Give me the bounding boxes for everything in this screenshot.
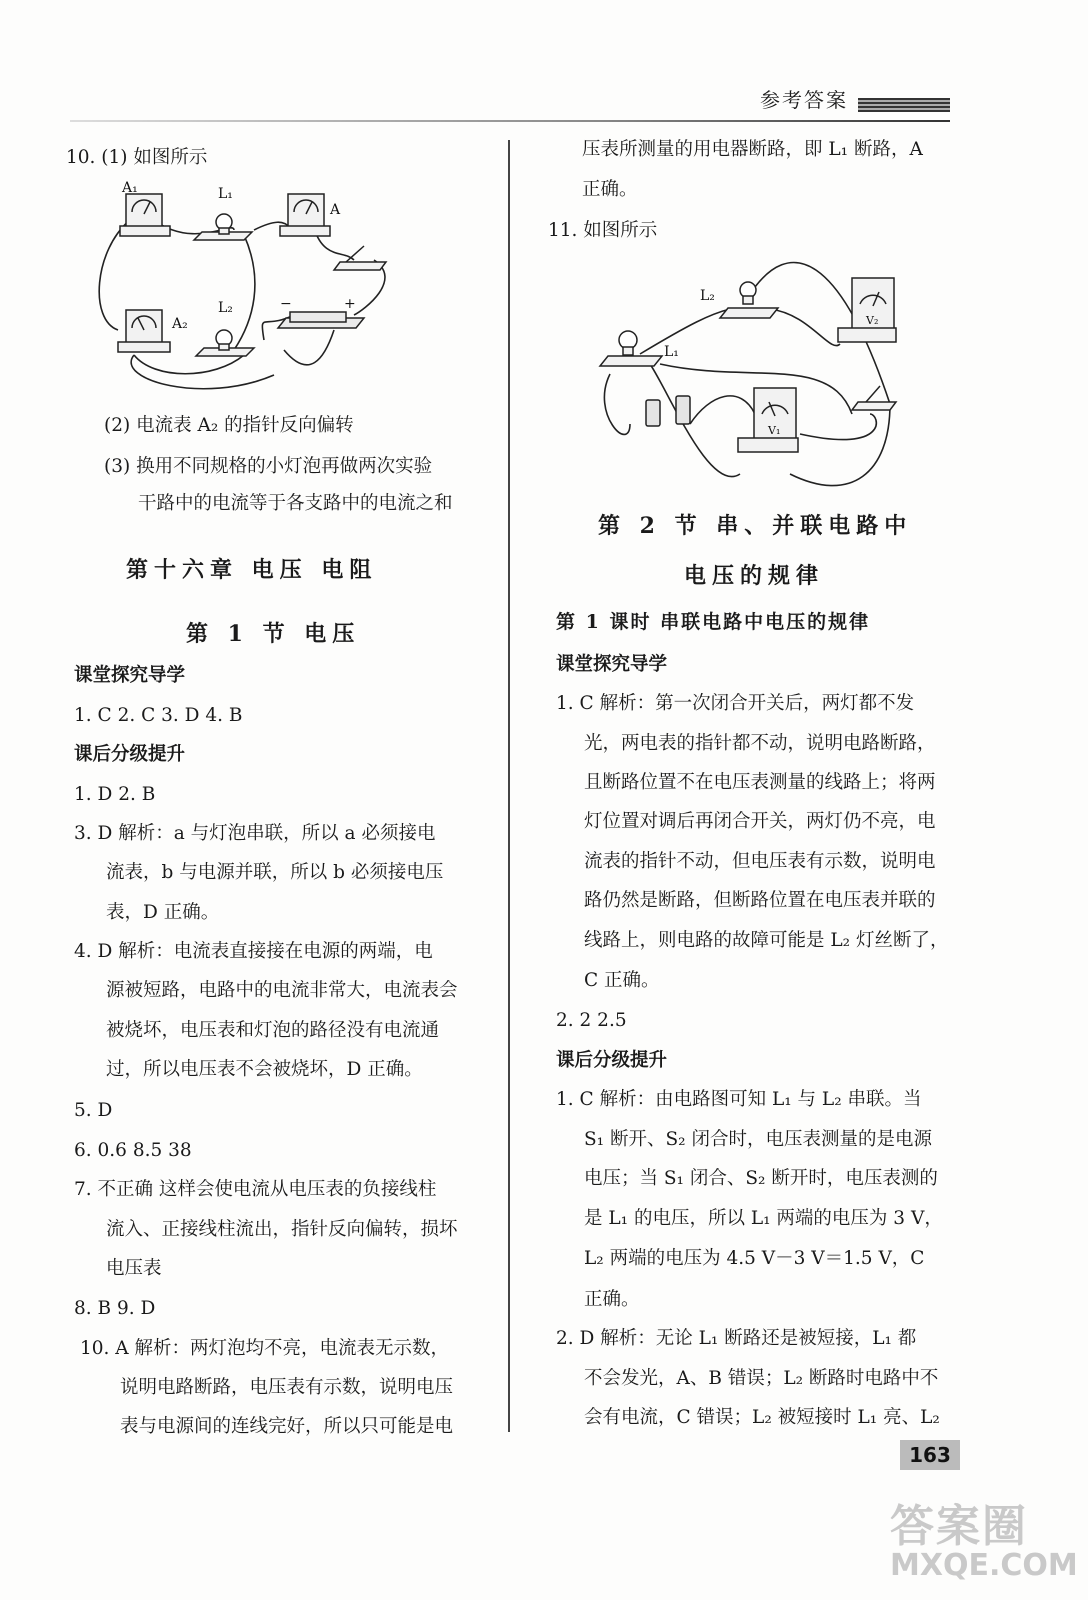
- answer-line: 流表，b 与电源并联，所以 b 必须接电压: [106, 862, 444, 883]
- lamp-l2: [196, 330, 254, 356]
- answer-line: 且断路位置不在电压表测量的线路上；将两: [584, 772, 936, 793]
- answer-line: 1. C 解析：由电路图可知 L₁ 与 L₂ 串联。当: [556, 1089, 922, 1110]
- answer-line: 源被短路，电路中的电流非常大，电流表会: [106, 980, 458, 1001]
- section2-title-line1: 第 2 节 串、并联电路中: [598, 513, 913, 539]
- after-title-right: 课后分级提升: [556, 1050, 668, 1071]
- q10-part3-line1: (3) 换用不同规格的小灯泡再做两次实验: [104, 456, 433, 477]
- answer-line: 线路上，则电路的故障可能是 L₂ 灯丝断了，: [584, 930, 949, 951]
- label-l1: L₁: [664, 344, 679, 360]
- answer-line: 过，所以电压表不会被烧坏，D 正确。: [106, 1059, 423, 1080]
- answer-line: 4. D 解析：电流表直接接在电源的两端，电: [74, 941, 433, 962]
- answer-line: 表，D 正确。: [106, 902, 220, 923]
- q11-heading: 11. 如图所示: [548, 220, 658, 241]
- answer-line: 5. D: [74, 1100, 113, 1121]
- watermark-url: MXQE.COM: [890, 1548, 1078, 1583]
- answer-line: 路仍然是断路，但断路位置在电压表并联的: [584, 890, 936, 911]
- figure-parallel-circuit: [94, 180, 404, 410]
- voltmeter-v1: [738, 388, 798, 452]
- label-minus: −: [280, 296, 292, 312]
- class-title-left: 课堂探究导学: [74, 665, 186, 686]
- class-answers-left: 1. C 2. C 3. D 4. B: [74, 705, 243, 726]
- after-title-left: 课后分级提升: [74, 744, 186, 765]
- ammeter-a1: [120, 194, 170, 236]
- header-rule: [70, 120, 950, 122]
- answer-line: 2. 2 2.5: [556, 1010, 627, 1031]
- label-v2: V₂: [866, 314, 879, 327]
- continued-line1: 压表所测量的用电器断路，即 L₁ 断路，A: [582, 139, 923, 160]
- answer-line: S₁ 断开、S₂ 闭合时，电压表测量的是电源: [584, 1129, 932, 1150]
- battery-cells: [646, 396, 690, 426]
- answer-line: 6. 0.6 8.5 38: [74, 1140, 192, 1161]
- answer-line: 说明电路断路，电压表有示数，说明电压: [120, 1377, 454, 1398]
- q10-part3-line2: 干路中的电流等于各支路中的电流之和: [138, 493, 453, 514]
- answer-line: 3. D 解析：a 与灯泡串联，所以 a 必须接电: [74, 823, 436, 844]
- section2-title-line2: 电压的规律: [684, 563, 825, 589]
- answer-line: 被烧坏，电压表和灯泡的路径没有电流通: [106, 1020, 440, 1041]
- answer-line: 是 L₁ 的电压，所以 L₁ 两端的电压为 3 V，: [584, 1208, 943, 1229]
- lamp-l1: [600, 331, 662, 366]
- switch: [852, 386, 896, 410]
- answer-line: 电压；当 S₁ 闭合、S₂ 断开时，电压表测的: [584, 1168, 938, 1189]
- label-v1: V₁: [768, 424, 781, 437]
- answer-line: 会有电流，C 错误；L₂ 被短接时 L₁ 亮、L₂: [584, 1407, 940, 1428]
- header-decoration: [858, 98, 950, 112]
- battery-box: [278, 312, 364, 328]
- answer-line: 光，两电表的指针都不动，说明电路断路，: [584, 733, 936, 754]
- answer-line: 电压表: [106, 1258, 162, 1279]
- answer-line: 表与电源间的连线完好，所以只可能是电: [120, 1416, 454, 1437]
- lesson-title: 第 1 课时 串联电路中电压的规律: [556, 611, 871, 633]
- answer-line: 1. D 2. B: [74, 784, 156, 805]
- continued-line2: 正确。: [582, 179, 638, 200]
- label-plus: +: [344, 296, 356, 312]
- label-a: A: [330, 202, 341, 218]
- page-number: 163: [900, 1440, 960, 1470]
- answer-line: 7. 不正确 这样会使电流从电压表的负接线柱: [74, 1179, 437, 1200]
- answer-line: L₂ 两端的电压为 4.5 V－3 V＝1.5 V，C: [584, 1248, 925, 1269]
- answer-line: 流入、正接线柱流出，指针反向偏转，损坏: [106, 1219, 458, 1240]
- answer-line: 正确。: [584, 1289, 640, 1310]
- lamp-l1: [194, 214, 252, 240]
- q10-heading: 10. (1) 如图所示: [66, 147, 208, 168]
- answer-line: 10. A 解析：两灯泡均不亮，电流表无示数，: [80, 1338, 450, 1359]
- voltmeter-v2: [838, 278, 896, 342]
- lamp-l2: [720, 282, 778, 318]
- label-a2: A₂: [172, 316, 188, 332]
- header-title: 参考答案: [760, 88, 848, 112]
- label-l2: L₂: [218, 300, 233, 316]
- answer-line: C 正确。: [584, 970, 660, 991]
- label-a1: A₁: [122, 180, 138, 196]
- switch: [334, 246, 386, 270]
- ammeter-a: [280, 194, 330, 236]
- chapter-title: 第十六章 电压 电阻: [126, 557, 378, 583]
- watermark: [890, 1490, 1078, 1583]
- watermark-logo: 答案圈: [890, 1501, 1028, 1552]
- answer-line: 不会发光，A、B 错误；L₂ 断路时电路中不: [584, 1368, 939, 1389]
- figure-series-circuit: [590, 254, 920, 494]
- label-l1: L₁: [218, 186, 233, 202]
- answer-line: 1. C 解析：第一次闭合开关后，两灯都不发: [556, 693, 915, 714]
- answer-line: 2. D 解析：无论 L₁ 断路还是被短接，L₁ 都: [556, 1328, 917, 1349]
- q10-part2: (2) 电流表 A₂ 的指针反向偏转: [104, 415, 354, 436]
- ammeter-a2: [118, 310, 170, 352]
- answer-line: 流表的指针不动，但电压表有示数，说明电: [584, 851, 936, 872]
- answer-line: 灯位置对调后再闭合开关，两灯仍不亮，电: [584, 811, 936, 832]
- column-divider: [508, 140, 510, 1432]
- section-title: 第 1 节 电压: [186, 621, 361, 647]
- class-title-right: 课堂探究导学: [556, 654, 668, 675]
- label-l2: L₂: [700, 288, 715, 304]
- answer-line: 8. B 9. D: [74, 1298, 156, 1319]
